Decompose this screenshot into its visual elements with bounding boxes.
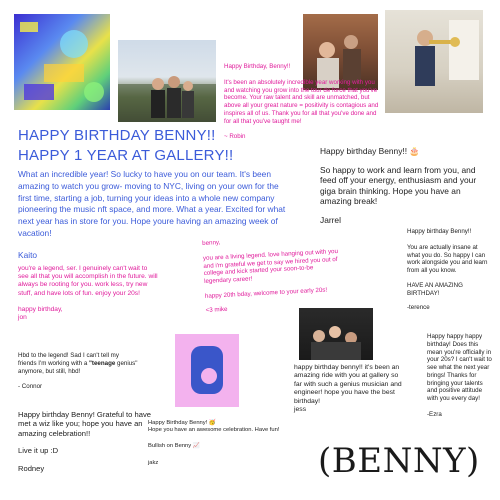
note-mike	[202, 233, 342, 314]
pink-abstract-image	[175, 334, 239, 407]
note-kaito-body: What an incredible year! So lucky to have you on our team. It's been amazing to watch you grow- moving to NYC, living on your own for the first time, starting a job, turning your ideas into a whole new company pioneering the music nft space, and more. What a year. Excited for what next year has in store for you. Hope youre having an amazing week of vacation!	[18, 169, 286, 238]
note-terence-signature: -terence	[407, 304, 430, 312]
note-connor-body-bold: "teenage	[89, 359, 116, 367]
note-ezra-signature: -Ezra	[427, 410, 442, 418]
group-photo-night	[299, 308, 373, 360]
note-jakz-body: Hope you have an awesome celebration. Have fun!	[148, 427, 280, 434]
note-rodney-extra: Live it up :D	[18, 446, 59, 456]
note-jakz-extra: Bullish on Benny 📈	[148, 443, 201, 450]
note-jakz-signature: jakz	[148, 459, 159, 466]
note-connor-signature: - Connor	[18, 383, 43, 391]
note-terence	[407, 228, 489, 312]
note-robin	[224, 63, 382, 141]
note-ezra	[427, 333, 493, 419]
trumpet-player-photo	[385, 10, 483, 113]
headline-line-2: HAPPY 1 YEAR AT GALLERY!!	[18, 147, 234, 165]
note-kaito-signature: Kaito	[18, 249, 38, 260]
nft-artwork-image	[14, 14, 110, 110]
note-terence-shout: HAVE AN AMAZING BIRTHDAY!	[407, 281, 463, 297]
note-mike-greeting: benny,	[202, 239, 221, 247]
note-jess	[294, 364, 408, 415]
note-robin-greeting: Happy Birthday, Benny!!	[224, 63, 291, 70]
note-jess-signature: jess	[294, 406, 307, 414]
group-photo-outdoor	[118, 40, 216, 122]
note-rodney-signature: Rodney	[18, 463, 45, 473]
note-terence-body: You are actually insane at what you do. So happy I can work alongside you and learn from all you know.	[407, 243, 488, 274]
note-jakz-greeting: Happy Birthday Benny! 🥳	[148, 420, 217, 426]
note-rodney	[18, 410, 164, 473]
note-jon-closing: happy birthday,	[18, 305, 63, 313]
benny-wordmark: (BENNY)	[318, 441, 480, 481]
note-ezra-body: Happy happy happy birthday! Does this mean you're officially in your 20s? I can't wait to see what the next year brings! Thanks for bringing your talents and positive attitude with you every day!	[427, 333, 492, 402]
headline-line-1: HAPPY BIRTHDAY BENNY!!	[18, 127, 216, 144]
note-terence-greeting: Happy birthday Benny!!	[407, 228, 472, 235]
note-jarrel	[320, 146, 488, 225]
note-mike-body: you are a living legend. love hanging out with you and i'm grateful we get to say we hired you out of college and kick started your soon-to-be legendary career!	[202, 247, 339, 285]
note-jarrel-signature: Jarrel	[320, 214, 341, 225]
note-jakz	[148, 420, 298, 467]
note-mike-wish: happy 20th bday, welcome to your early 20s!	[204, 286, 328, 300]
note-connor-body-end: genius" anymore, but still, hbd!	[18, 359, 138, 375]
note-jon-signature: jon	[18, 314, 27, 322]
note-jarrel-greeting: Happy birthday Benny!! 🎂	[320, 146, 420, 156]
note-connor-body-start: Hbd to the legend! Sad I can't tell my friends I'm working with a	[18, 352, 119, 367]
note-rodney-body: Happy birthday Benny! Grateful to have met a wiz like you; hope you have an amazing celebration!!	[18, 410, 151, 438]
note-connor	[18, 352, 138, 391]
note-connor-body	[18, 352, 138, 375]
note-robin-body: It's been an absolutely incredible year working with you and watching you grow into the tour de force that you've become. Your raw talent and skill are unmatched, but above all your great nature = positivity is contagious and inspires all of us. Thank you for all that you've done and for all that you've taught me!	[224, 78, 379, 125]
note-jon-body: you're a legend, ser. I genuinely can't wait to see all that you will accomplish in the future. will always be rooting for you. work less, try new stuff, and have lots of fun. enjoy your 20s!	[18, 265, 158, 297]
note-jarrel-body: So happy to work and learn from you, and feed off your energy, enthusiasm and your giga brain thinking. Hope you have an amazing break!	[320, 164, 477, 206]
note-mike-signature: <3 mike	[205, 305, 228, 314]
note-robin-signature: ~ Robin	[224, 133, 246, 141]
headline	[18, 126, 233, 167]
note-jess-body: happy birthday benny!! it's been an amazing ride with you at gallery so far with such a genius musician and engineer! hope you have the best birthday!	[294, 364, 402, 405]
note-jon	[18, 265, 158, 322]
